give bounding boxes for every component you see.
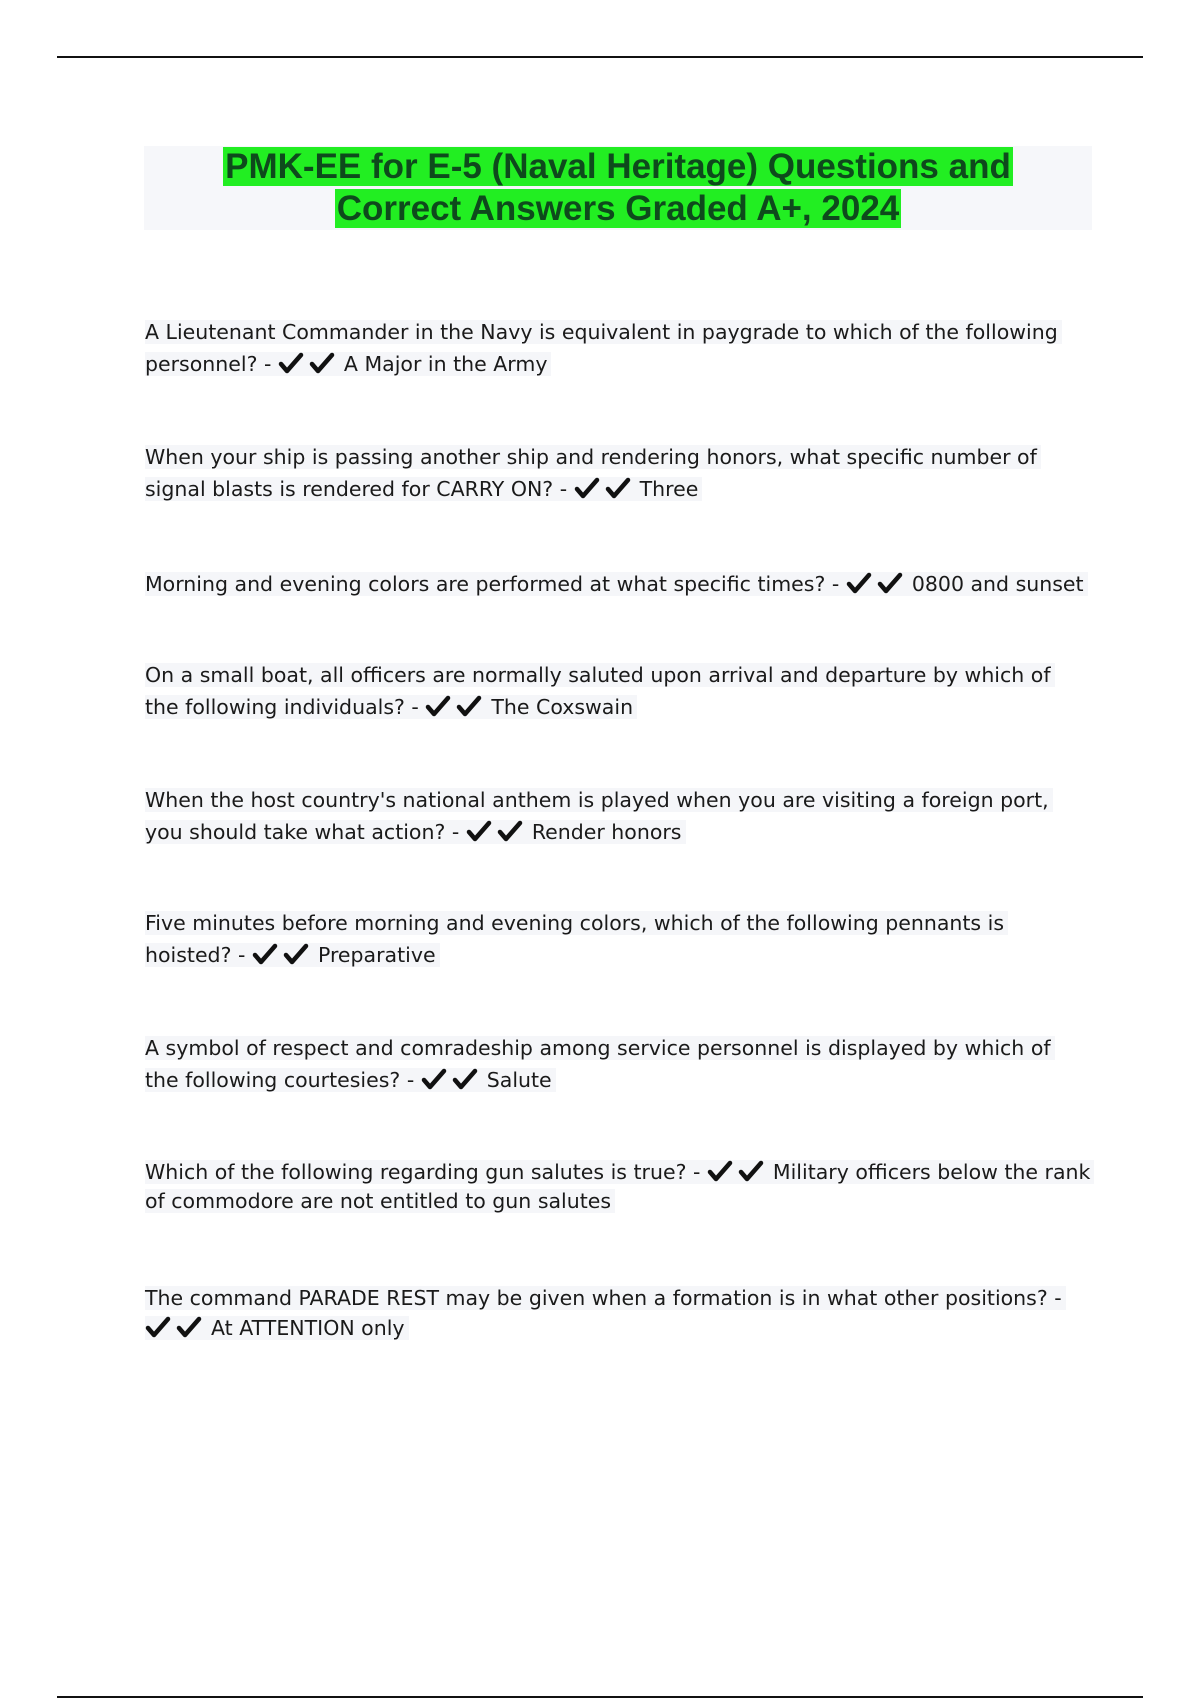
checkmark-icon xyxy=(738,1160,764,1182)
qa-item-6: Five minutes before morning and evening colors, which of the following pennants is hoisted? - Preparative xyxy=(145,907,1095,971)
qa-item-7: A symbol of respect and comradeship among service personnel is displayed by which of the following courtesies? - Salute xyxy=(145,1032,1065,1096)
answer-text: Salute xyxy=(486,1068,552,1092)
answer-text: Render honors xyxy=(531,820,682,844)
question-text: Five minutes before morning and evening colors, which of the following pennants is hoisted? xyxy=(145,911,1004,967)
checkmark-icon xyxy=(456,695,482,717)
checkmark-icon xyxy=(877,572,903,594)
question-text: On a small boat, all officers are normally saluted upon arrival and departure by which of the following individuals? xyxy=(145,663,1051,719)
checkmark-icon xyxy=(425,695,451,717)
checkmark-icon xyxy=(421,1068,447,1090)
checkmark-icon xyxy=(278,352,304,374)
question-text: Morning and evening colors are performed at what specific times? xyxy=(145,572,826,596)
qa-item-8: Which of the following regarding gun salutes is true? - Military officers below the rank of commodore are not entitled to gun salutes xyxy=(145,1158,1095,1216)
checkmark-icon xyxy=(309,352,335,374)
checkmark-icon xyxy=(452,1068,478,1090)
answer-text: The Coxswain xyxy=(491,695,634,719)
question-text: When your ship is passing another ship and rendering honors, what specific number of signal blasts is rendered for CARRY ON? xyxy=(145,445,1037,501)
question-text: When the host country's national anthem is played when you are visiting a foreign port, you should take what action? xyxy=(145,788,1049,844)
qa-item-1: A Lieutenant Commander in the Navy is equivalent in paygrade to which of the following personnel? - A Major in the Army xyxy=(145,316,1095,380)
checkmark-icon xyxy=(846,572,872,594)
qa-item-5: When the host country's national anthem is played when you are visiting a foreign port, you should take what action? - Render honors xyxy=(145,784,1065,848)
answer-text: A Major in the Army xyxy=(343,352,548,376)
checkmark-icon xyxy=(707,1160,733,1182)
qa-item-3: Morning and evening colors are performed at what specific times? - 0800 and sunset xyxy=(145,568,1095,600)
checkmark-icon xyxy=(176,1316,202,1338)
top-rule xyxy=(57,56,1143,58)
checkmark-icon xyxy=(252,943,278,965)
answer-text: Preparative xyxy=(317,943,436,967)
answer-text: Military officers below the rank of commodore are not entitled to gun salutes xyxy=(145,1160,1091,1213)
qa-item-2: When your ship is passing another ship and rendering honors, what specific number of signal blasts is rendered for CARRY ON? - Three xyxy=(145,441,1075,505)
checkmark-icon xyxy=(466,820,492,842)
bottom-rule xyxy=(57,1696,1143,1698)
qa-item-4: On a small boat, all officers are normally saluted upon arrival and departure by which of the following individuals? - The Coxswain xyxy=(145,659,1065,723)
question-text: The command PARADE REST may be given when a formation is in what other positions? xyxy=(145,1286,1048,1310)
qa-item-9: The command PARADE REST may be given when a formation is in what other positions? - At ATTENTION only xyxy=(145,1283,1095,1343)
answer-text: 0800 and sunset xyxy=(911,572,1084,596)
checkmark-icon xyxy=(605,477,631,499)
checkmark-icon xyxy=(145,1316,171,1338)
document-title-line-1: PMK-EE for E-5 (Naval Heritage) Questions and xyxy=(225,147,1011,186)
checkmark-icon xyxy=(574,477,600,499)
question-text: A Lieutenant Commander in the Navy is equivalent in paygrade to which of the following personnel? xyxy=(145,320,1058,376)
question-text: Which of the following regarding gun salutes is true? xyxy=(145,1160,687,1184)
checkmark-icon xyxy=(283,943,309,965)
answer-text: At ATTENTION only xyxy=(211,1316,405,1340)
question-text: A symbol of respect and comradeship among service personnel is displayed by which of the following courtesies? xyxy=(145,1036,1051,1092)
checkmark-icon xyxy=(497,820,523,842)
document-title-line-2: Correct Answers Graded A+, 2024 xyxy=(336,189,900,228)
answer-text: Three xyxy=(639,477,699,501)
title-block xyxy=(144,146,1092,230)
